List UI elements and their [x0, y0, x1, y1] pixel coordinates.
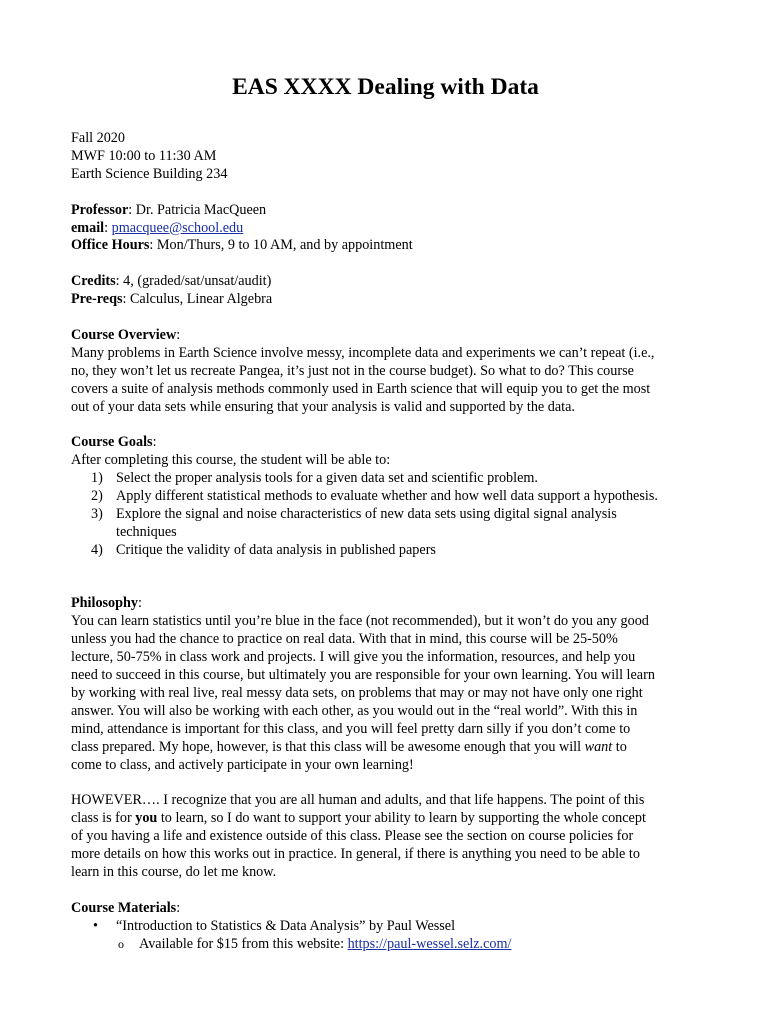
emphasis-want: want — [584, 738, 613, 755]
goals-heading: Course Goals: — [71, 434, 157, 451]
goal-text: Select the proper analysis tools for a given data set and scientific problem. — [116, 470, 538, 487]
book-title: “Introduction to Statistics & Data Analysis” by Paul Wessel — [116, 917, 456, 934]
philosophy-line: class prepared. My hope, however, is that this class will be awesome enough that you will want to — [71, 738, 627, 755]
email-label: email — [71, 219, 105, 236]
location: Earth Science Building 234 — [71, 165, 228, 182]
however-line: learn in this course, do let me know. — [71, 864, 277, 881]
goal-number: 2) — [91, 488, 103, 505]
office-hours-label: Office Hours — [71, 237, 150, 254]
sub-bullet-icon: o — [118, 936, 124, 951]
philosophy-line: lecture, 50-75% in class work and projects. I will give you the information, resources, and help you — [71, 649, 636, 666]
materials-item — [71, 918, 700, 954]
however-line: HOWEVER…. I recognize that you are all human and adults, and that life happens. The point of this — [71, 792, 645, 809]
philosophy-line: need to succeed in this course, but ultimately you are responsible for your own learning. You will learn — [71, 667, 655, 684]
goal-item — [71, 506, 700, 542]
goal-item — [71, 470, 700, 488]
however-line: more details on how this works out in practice. In general, if there is anything you need to be able to — [71, 846, 640, 863]
philosophy-line: unless you had the chance to practice on real data. With that in mind, this course will be 25-50% — [71, 631, 618, 648]
materials-sublist — [116, 936, 700, 954]
goal-number: 3) — [91, 505, 103, 522]
goals-list — [71, 470, 700, 560]
materials-subitem: o Available for $15 from this website: https://paul-wessel.selz.com/ — [118, 935, 512, 952]
prereqs-line — [71, 291, 700, 309]
email-sep: : — [104, 219, 112, 236]
email-line — [71, 220, 700, 238]
overview-heading: Course Overview: — [71, 326, 181, 343]
email-link[interactable]: pmacquee@school.edu — [111, 219, 244, 236]
bullet-icon: • — [93, 917, 98, 934]
philosophy-line: You can learn statistics until you’re blue in the face (not recommended), but it won’t do you any good — [71, 613, 649, 630]
overview-line: no, they won’t let us recreate Pangea, it’s just not in the course budget). So what to do? This course — [71, 362, 634, 379]
prereqs-value: : Calculus, Linear Algebra — [122, 291, 273, 308]
book-website-link[interactable]: https://paul-wessel.selz.com/ — [347, 935, 512, 952]
goal-text: Apply different statistical methods to evaluate whether and how well data support a hypothesis. — [116, 488, 658, 505]
credits-value: : 4, (graded/sat/unsat/audit) — [115, 273, 272, 290]
goal-item — [71, 488, 700, 506]
office-hours-value: : Mon/Thurs, 9 to 10 AM, and by appointment — [149, 237, 413, 254]
goals-intro: After completing this course, the student will be able to: — [71, 452, 391, 469]
goal-text: Critique the validity of data analysis in published papers — [116, 541, 436, 558]
professor-value: : Dr. Patricia MacQueen — [128, 201, 267, 218]
overview-line: covers a suite of analysis methods commonly used in Earth science that will equip you to get the most — [71, 380, 651, 397]
document-title: EAS XXXX Dealing with Data — [232, 74, 539, 100]
philosophy-line: by working with real live, real messy data sets, on problems that may or may not have only one right — [71, 685, 643, 702]
professor-line — [71, 202, 700, 220]
materials-heading: Course Materials: — [71, 899, 181, 916]
materials-list — [71, 918, 700, 954]
term: Fall 2020 — [71, 130, 125, 146]
overview-line: out of your data sets while ensuring that your analysis is valid and supported by the data. — [71, 398, 575, 415]
goal-number: 4) — [91, 541, 103, 558]
professor-label: Professor — [71, 201, 129, 218]
office-hours-line — [71, 237, 700, 255]
philosophy-line: answer. You will also be working with each other, as you would out in the “real world”. With this in — [71, 702, 638, 719]
overview-line: Many problems in Earth Science involve messy, incomplete data and experiments we can’t repeat (i.e., — [71, 344, 655, 361]
goal-text: techniques — [116, 523, 177, 540]
goal-item — [71, 542, 700, 560]
emphasis-you: you — [135, 810, 158, 827]
philosophy-line: mind, attendance is important for this class, and you will feel pretty darn silly if you don’t come to — [71, 720, 631, 737]
schedule: MWF 10:00 to 11:30 AM — [71, 147, 217, 164]
credits-label: Credits — [71, 273, 116, 290]
credits-line — [71, 273, 700, 291]
goal-text: Explore the signal and noise characteristics of new data sets using digital signal analysis — [116, 505, 617, 522]
philosophy-line: come to class, and actively participate in your own learning! — [71, 756, 414, 773]
however-line: class is for you to learn, so I do want to support your ability to learn by supporting the whole concept — [71, 810, 646, 827]
philosophy-heading: Philosophy: — [71, 595, 142, 612]
prereqs-label: Pre-reqs — [71, 291, 123, 308]
goal-number: 1) — [91, 470, 103, 487]
however-line: of you having a life and existence outside of this class. Please see the section on course policies for — [71, 828, 634, 845]
